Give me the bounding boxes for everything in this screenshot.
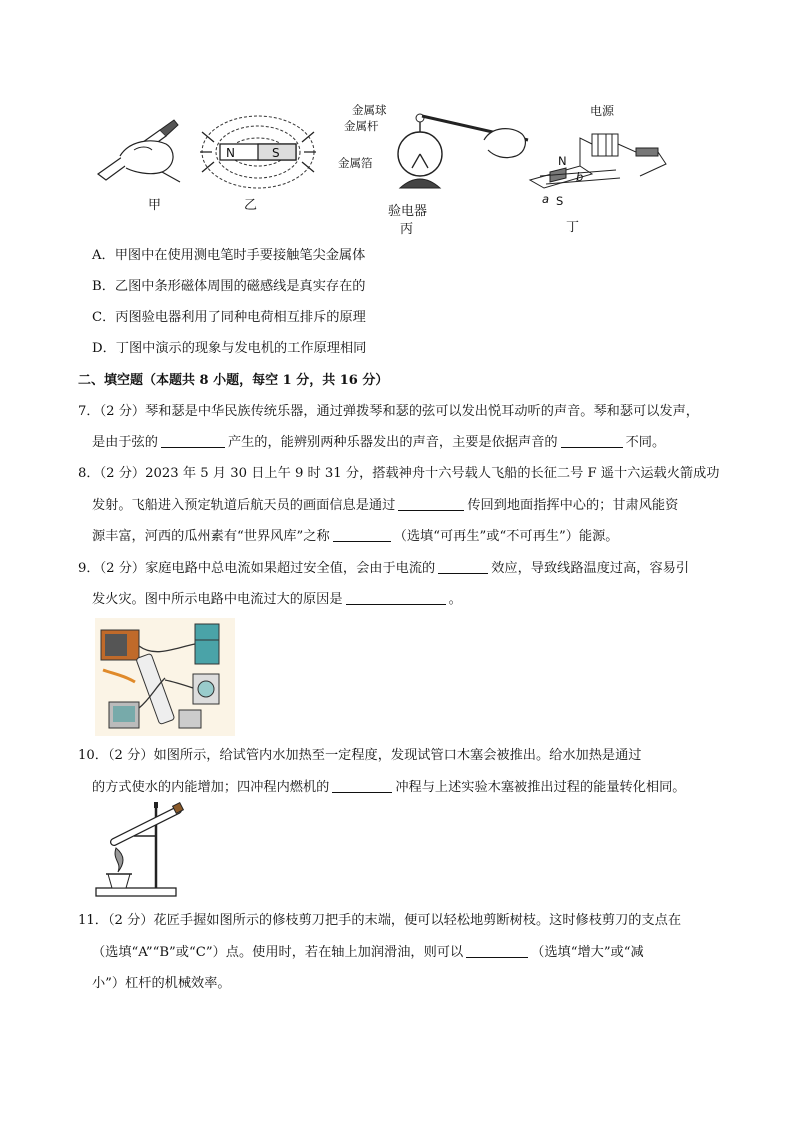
q7-blank-1[interactable] xyxy=(161,433,225,448)
q11-blank-1[interactable] xyxy=(466,943,528,958)
q8-text-b: 传回到地面指挥中心的；甘肃风能资 xyxy=(467,498,679,513)
caption-bing: 丙 xyxy=(400,222,414,237)
q8-text-c: 源丰富，河西的瓜州素有“世界风库”之称 xyxy=(92,529,330,544)
caption-jia: 甲 xyxy=(148,198,162,213)
bar-magnet-figure xyxy=(198,112,318,190)
label-power-source: 电源 xyxy=(590,104,615,118)
q7-text-b: 产生的，能辨别两种乐器发出的声音，主要是依据声音的 xyxy=(227,435,558,450)
q8-text-a: 发射。飞船进入预定轨道后航天员的画面信息是通过 xyxy=(92,498,396,513)
q10-line1: 10．（2 分）如图所示，给试管内水加热至一定程度，发现试管口木塞会被推出。给水加热是通过 xyxy=(78,748,642,763)
label-metal-foil: 金属箔 xyxy=(338,156,373,170)
q7-line1: 7．（2 分）琴和瑟是中华民族传统乐器，通过弹拨琴和瑟的弦可以发出悦耳动听的声音。琴和瑟可以发声， xyxy=(78,404,699,419)
q7-line2 xyxy=(92,433,665,453)
overloaded-socket-figure xyxy=(95,618,235,736)
label-metal-rod: 金属杆 xyxy=(344,119,379,133)
q8-line2 xyxy=(92,496,678,516)
label-ding-a: a xyxy=(542,192,550,206)
q11-line1: 11．（2 分）花匠手握如图所示的修枝剪刀把手的末端，便可以轻松地剪断树枝。这时修枝剪刀的支点在 xyxy=(78,913,682,928)
q11-line3: 小”）杠杆的机械效率。 xyxy=(92,976,231,991)
q9-text-b: 效应，导致线路温度过高，容易引 xyxy=(491,561,690,576)
q8-blank-1[interactable] xyxy=(398,496,464,511)
label-ding-s: S xyxy=(556,194,564,208)
q10-blank-1[interactable] xyxy=(332,778,392,793)
q9-line2 xyxy=(92,590,462,610)
test-pen-figure xyxy=(90,110,190,190)
q8-line3 xyxy=(92,527,618,547)
q6-option-b: B．乙图中条形磁体周围的磁感线是真实存在的 xyxy=(92,279,366,294)
q8-text-d: （选填“可再生”或“不可再生”）能源。 xyxy=(393,529,619,544)
q8-blank-2[interactable] xyxy=(333,527,391,542)
q8-line1: 8．（2 分）2023 年 5 月 30 日上午 9 时 31 分，搭载神舟十六号载人飞船的长征二号 F 遥十六运载火箭成功 xyxy=(78,466,720,481)
q9-text-a: 9．（2 分）家庭电路中总电流如果超过安全值，会由于电流的 xyxy=(78,561,436,576)
test-tube-heating-figure xyxy=(94,800,194,900)
q9-text-c: 发火灾。图中所示电路中电流过大的原因是 xyxy=(92,592,343,607)
magnet-n-label: N xyxy=(226,146,235,160)
q9-blank-1[interactable] xyxy=(438,559,488,574)
q10-line2 xyxy=(92,778,686,798)
q9-text-d: 。 xyxy=(448,592,462,607)
figure-row xyxy=(90,98,690,238)
caption-electroscope: 验电器 xyxy=(388,204,428,219)
q9-blank-2[interactable] xyxy=(346,590,446,605)
q6-option-c: C．丙图验电器利用了同种电荷相互排斥的原理 xyxy=(92,310,366,325)
label-metal-ball: 金属球 xyxy=(352,103,387,117)
q6-option-a: A．甲图中在使用测电笔时手要接触笔尖金属体 xyxy=(92,248,366,263)
caption-yi: 乙 xyxy=(244,198,258,213)
q6-option-d: D．丁图中演示的现象与发电机的工作原理相同 xyxy=(92,341,367,356)
magnet-s-label: S xyxy=(272,146,280,160)
q7-blank-2[interactable] xyxy=(561,433,623,448)
q11-line2 xyxy=(92,943,644,963)
section-heading-fill-blank: 二、填空题（本题共 8 小题，每空 1 分，共 16 分） xyxy=(78,373,389,388)
label-ding-n: N xyxy=(558,154,567,168)
label-ding-b: b xyxy=(576,170,584,184)
caption-ding: 丁 xyxy=(566,220,580,235)
q10-text-b: 冲程与上述实验木塞被推出过程的能量转化相同。 xyxy=(395,780,686,795)
q10-text-a: 的方式使水的内能增加；四冲程内燃机的 xyxy=(92,780,330,795)
q9-line1 xyxy=(78,559,689,579)
q7-text-c: 不同。 xyxy=(625,435,666,450)
q7-text-a: 是由于弦的 xyxy=(92,435,158,450)
q11-text-b: （选填“增大”或“减 xyxy=(531,945,644,960)
q11-text-a: （选填“A”“B”或“C”）点。使用时，若在轴上加润滑油，则可以 xyxy=(92,945,464,960)
